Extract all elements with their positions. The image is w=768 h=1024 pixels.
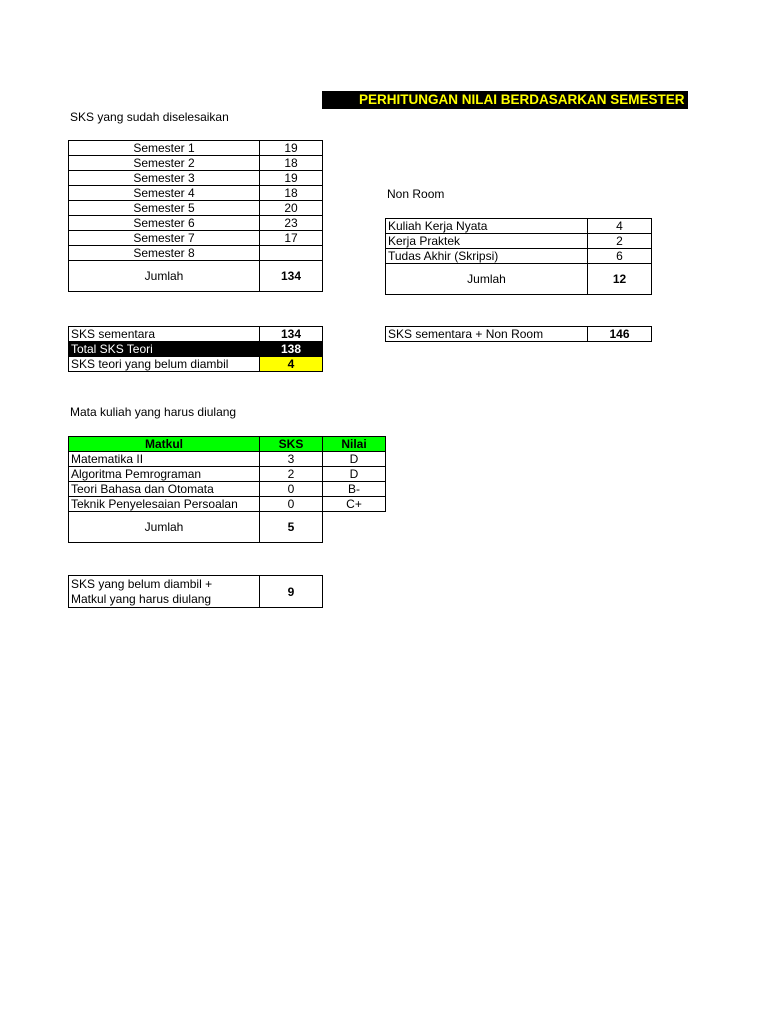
non-room-item-value[interactable]: 2 bbox=[588, 234, 652, 249]
header-matkul[interactable]: Matkul bbox=[69, 437, 260, 452]
table-header bbox=[69, 437, 386, 452]
matkul-name[interactable]: Algoritma Pemrograman bbox=[69, 467, 260, 482]
total-row bbox=[69, 261, 323, 292]
final-label-line1: SKS yang belum diambil + bbox=[71, 576, 213, 591]
sks-sementara-label[interactable]: SKS sementara bbox=[69, 327, 260, 342]
table-row bbox=[69, 156, 323, 171]
semester-label[interactable]: Semester 1 bbox=[69, 141, 260, 156]
sks-belum-diambil-label[interactable]: SKS teori yang belum diambil bbox=[69, 357, 260, 372]
total-sks-teori-value[interactable]: 138 bbox=[260, 342, 323, 357]
matkul-nilai[interactable]: C+ bbox=[323, 497, 386, 512]
semester-value[interactable] bbox=[260, 246, 323, 261]
mata-kuliah-label: Mata kuliah yang harus diulang bbox=[70, 405, 237, 419]
non-room-item-label[interactable]: Kerja Praktek bbox=[386, 234, 588, 249]
matkul-nilai[interactable]: D bbox=[323, 452, 386, 467]
semester-label[interactable]: Semester 6 bbox=[69, 216, 260, 231]
non-room-item-label[interactable]: Tudas Akhir (Skripsi) bbox=[386, 249, 588, 264]
semester-value[interactable]: 20 bbox=[260, 201, 323, 216]
semester-value[interactable]: 23 bbox=[260, 216, 323, 231]
sks-sementara-value[interactable]: 134 bbox=[260, 327, 323, 342]
non-room-jumlah-value[interactable]: 12 bbox=[588, 264, 652, 295]
jumlah-value[interactable]: 134 bbox=[260, 261, 323, 292]
matkul-sks[interactable]: 0 bbox=[260, 482, 323, 497]
semester-value[interactable]: 18 bbox=[260, 156, 323, 171]
sks-belum-diambil-value[interactable]: 4 bbox=[260, 357, 323, 372]
total-row bbox=[69, 512, 386, 543]
final-label-line2: Matkul yang harus diulang bbox=[71, 591, 212, 606]
table-row bbox=[69, 482, 386, 497]
matkul-name[interactable]: Teori Bahasa dan Otomata bbox=[69, 482, 260, 497]
semester-label[interactable]: Semester 4 bbox=[69, 186, 260, 201]
semester-table bbox=[68, 140, 323, 292]
table-row bbox=[69, 576, 323, 608]
jumlah-label[interactable]: Jumlah bbox=[69, 261, 260, 292]
total-row bbox=[386, 264, 652, 295]
non-room-item-label[interactable]: Kuliah Kerja Nyata bbox=[386, 219, 588, 234]
table-row bbox=[69, 497, 386, 512]
matkul-sks[interactable]: 0 bbox=[260, 497, 323, 512]
semester-value[interactable]: 19 bbox=[260, 141, 323, 156]
table-row bbox=[69, 246, 323, 261]
semester-label[interactable]: Semester 8 bbox=[69, 246, 260, 261]
table-row bbox=[69, 327, 323, 342]
final-table bbox=[68, 575, 323, 608]
sheet-title: PERHITUNGAN NILAI BERDASARKAN SEMESTER bbox=[322, 91, 688, 109]
matkul-name[interactable]: Matematika II bbox=[69, 452, 260, 467]
matkul-jumlah-label[interactable]: Jumlah bbox=[69, 512, 260, 543]
non-room-item-value[interactable]: 4 bbox=[588, 219, 652, 234]
semester-label[interactable]: Semester 5 bbox=[69, 201, 260, 216]
matkul-nilai[interactable]: D bbox=[323, 467, 386, 482]
table-row bbox=[69, 141, 323, 156]
table-row bbox=[386, 327, 652, 342]
table-row bbox=[69, 171, 323, 186]
matkul-sks[interactable]: 3 bbox=[260, 452, 323, 467]
total-sks-teori-label[interactable]: Total SKS Teori bbox=[69, 342, 260, 357]
non-room-label: Non Room bbox=[387, 187, 445, 201]
matkul-jumlah-value[interactable]: 5 bbox=[260, 512, 323, 543]
non-room-table bbox=[385, 218, 652, 295]
sks-summary-table bbox=[68, 326, 323, 372]
table-row bbox=[69, 201, 323, 216]
header-sks[interactable]: SKS bbox=[260, 437, 323, 452]
table-row bbox=[386, 219, 652, 234]
table-row bbox=[69, 186, 323, 201]
sks-plus-nonroom-label[interactable]: SKS sementara + Non Room bbox=[386, 327, 588, 342]
semester-value[interactable]: 17 bbox=[260, 231, 323, 246]
sks-plus-nonroom-table bbox=[385, 326, 652, 342]
final-value[interactable]: 9 bbox=[260, 576, 323, 608]
non-room-jumlah-label[interactable]: Jumlah bbox=[386, 264, 588, 295]
table-row bbox=[386, 234, 652, 249]
final-label[interactable] bbox=[69, 576, 260, 608]
empty-cell bbox=[323, 512, 386, 543]
table-row bbox=[69, 452, 386, 467]
header-nilai[interactable]: Nilai bbox=[323, 437, 386, 452]
semester-label[interactable]: Semester 2 bbox=[69, 156, 260, 171]
matkul-table bbox=[68, 436, 386, 543]
semester-value[interactable]: 19 bbox=[260, 171, 323, 186]
semester-label[interactable]: Semester 7 bbox=[69, 231, 260, 246]
table-row bbox=[386, 249, 652, 264]
semester-value[interactable]: 18 bbox=[260, 186, 323, 201]
table-row bbox=[69, 231, 323, 246]
table-row bbox=[69, 467, 386, 482]
matkul-name[interactable]: Teknik Penyelesaian Persoalan bbox=[69, 497, 260, 512]
sks-selesai-label: SKS yang sudah diselesaikan bbox=[70, 110, 229, 124]
table-row bbox=[69, 216, 323, 231]
non-room-item-value[interactable]: 6 bbox=[588, 249, 652, 264]
semester-label[interactable]: Semester 3 bbox=[69, 171, 260, 186]
table-row bbox=[69, 342, 323, 357]
table-row bbox=[69, 357, 323, 372]
sks-plus-nonroom-value[interactable]: 146 bbox=[588, 327, 652, 342]
matkul-nilai[interactable]: B- bbox=[323, 482, 386, 497]
matkul-sks[interactable]: 2 bbox=[260, 467, 323, 482]
